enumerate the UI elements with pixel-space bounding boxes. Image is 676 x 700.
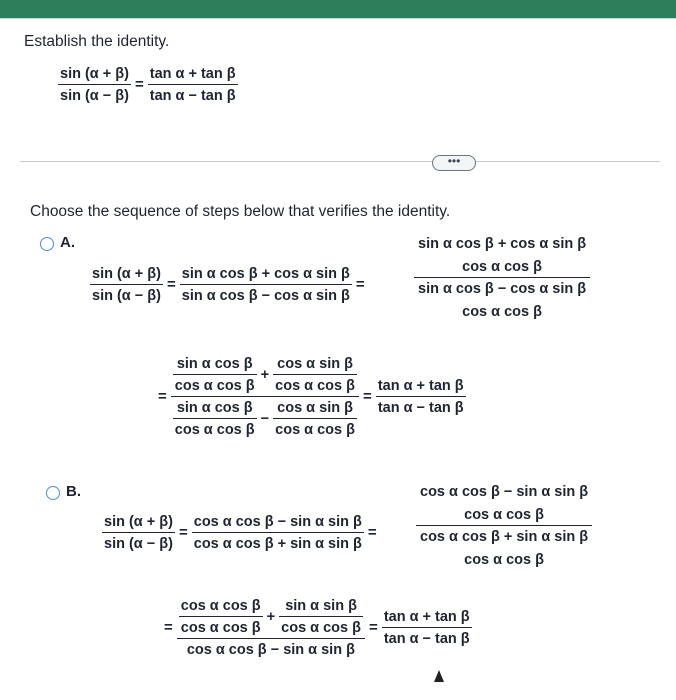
option-b-radio[interactable] xyxy=(46,486,60,500)
option-a-label[interactable]: A. xyxy=(60,234,75,251)
identity-lhs: $\frac{\sin (\alpha + \beta)}{\sin (\alpha - \beta)}$ xyxy=(60,66,129,104)
option-a-radio[interactable] xyxy=(40,237,54,251)
question-text: Choose the sequence of steps below that verifies the identity. xyxy=(30,203,451,220)
top-banner-edge xyxy=(0,18,676,19)
section-divider xyxy=(20,161,660,162)
option-a-step1: $\frac{\sin (\alpha + \beta)}{\sin (\alpha - \beta)}$ = $\frac{\text{sin α cos β + cos α sin β}}{\text{sin α cos β − cos α sin β}}$ = xyxy=(92,266,365,304)
option-b-label[interactable]: B. xyxy=(66,483,81,500)
identity-rhs: $\frac{\text{tan α + tan β}}{\text{tan α − tan β}}$ xyxy=(149,66,236,104)
option-a-step3: sin α cos β + cos α sin β cos α cos β sin α cos β − cos α sin β cos α cos β xyxy=(414,236,590,320)
identity-equation xyxy=(58,66,238,104)
more-options-button[interactable]: ••• xyxy=(432,155,476,171)
top-banner xyxy=(0,0,676,18)
option-b-step1: $\frac{\sin (\alpha + \beta)}{\sin (\alpha - \beta)}$ = $\frac{\text{cos α cos β − sin α sin β}}{\text{cos α cos β + sin α sin β}}$ = xyxy=(104,514,377,552)
option-a-step5: $\frac{\text{tan α + tan β}}{\text{tan α − tan β}}$ xyxy=(377,378,464,416)
option-b-step4: = $\frac{\text{cos α cos β}}{\text{cos α cos β}}$ + $\frac{\text{sin α sin β}}{\text{cos α cos β}}$ cos α cos β − sin α sin β = $\frac{\text{tan α + tan β}}{\text{tan α − tan β}}$ xyxy=(164,598,470,658)
option-b-step3: cos α cos β − sin α sin β cos α cos β cos α cos β + sin α sin β cos α cos β xyxy=(416,484,592,568)
option-a-step2: $\frac{\text{sin α cos β + cos α sin β}}{\text{sin α cos β − cos α sin β}}$ xyxy=(181,266,350,304)
option-b-step5: $\frac{\text{tan α + tan β}}{\text{tan α − tan β}}$ xyxy=(383,609,470,647)
option-a-step4: = $\frac{\text{sin α cos β}}{\text{cos α cos β}}$ + $\frac{\text{cos α sin β}}{\text{cos α cos β}}$ $\frac{\text{sin α cos β}}{\text{cos α cos β}}$ − $\frac{\text{cos α sin β}}{\text{cos α cos β}}$ = $\frac{\text{tan α + tan β}}{\text{tan α − tan β}}$ xyxy=(158,356,464,438)
equals-sign: = xyxy=(134,75,144,93)
mouse-cursor-icon xyxy=(434,670,444,682)
option-b-step2: $\frac{\text{cos α cos β − sin α sin β}}{\text{cos α cos β + sin α sin β}}$ xyxy=(193,514,362,552)
prompt-text: Establish the identity. xyxy=(24,33,170,50)
